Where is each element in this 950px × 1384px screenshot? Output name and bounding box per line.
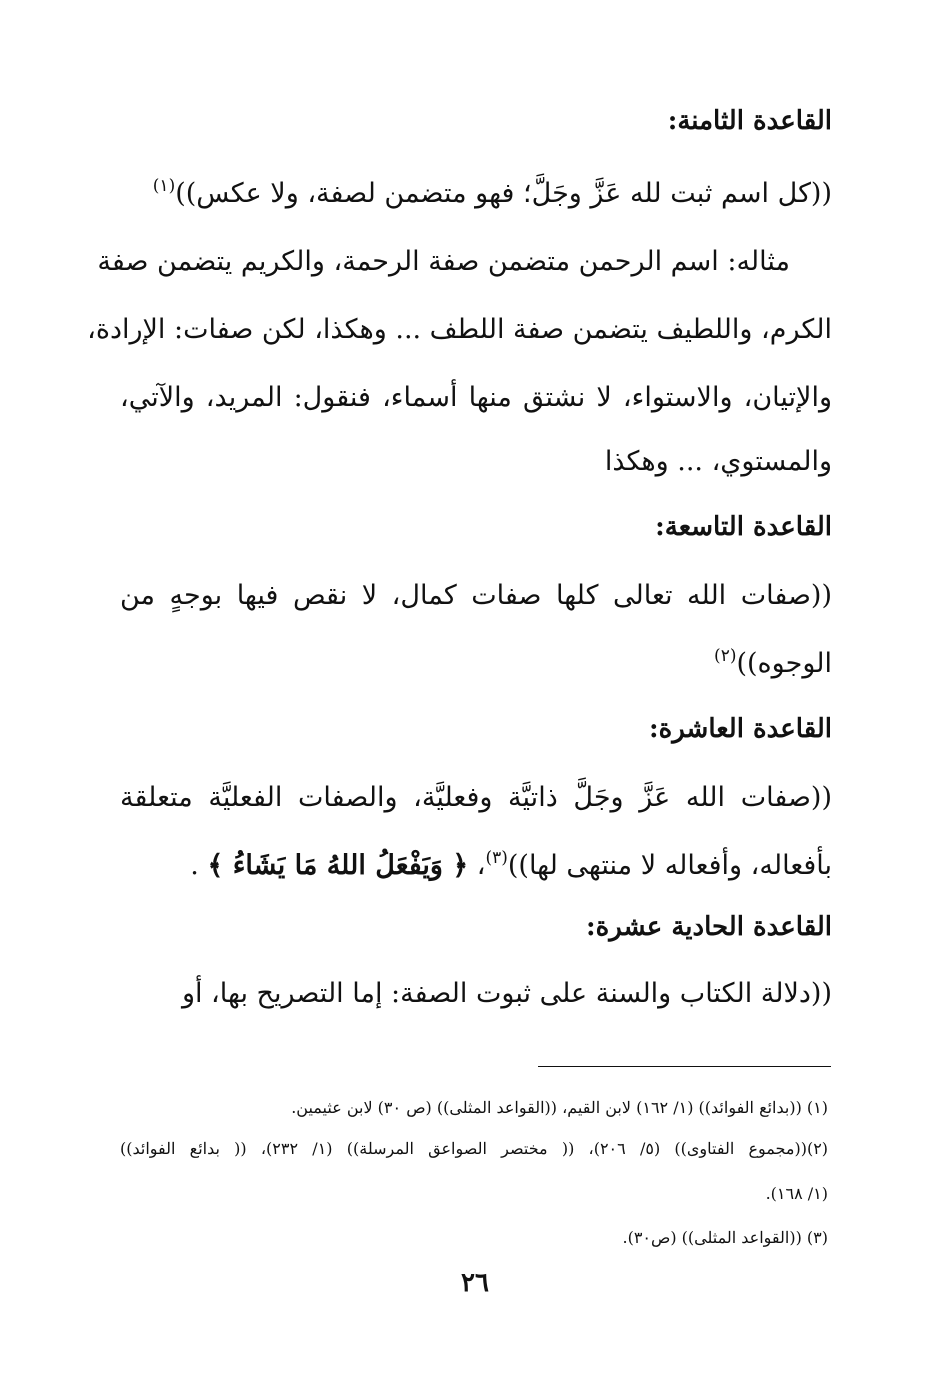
footnote-ref-3: (٣) <box>485 848 508 868</box>
rule9-quote-text: الوجوه)) <box>736 648 832 679</box>
footnote-2-continued: (١/ ١٦٨). <box>765 1184 828 1203</box>
rule8-quote <box>120 178 832 207</box>
rule8-example-line-3: والإتيان، والاستواء، لا نشتق منها أسماء، فنقول: المريد، والآتي، <box>120 382 832 413</box>
footnote-ref-2: (٢) <box>714 646 737 666</box>
page-number: ٢٦ <box>461 1268 489 1298</box>
rule10-line-1: ((صفات الله عَزَّ وجَلَّ ذاتيَّة وفعليَّة، والصفات الفعليَّة متعلقة <box>120 782 832 813</box>
quran-verse: ﴿ وَيَفْعَلُ اللهُ مَا يَشَاءُ ﴾ <box>207 850 469 881</box>
rule9-quote-line-1: ((صفات الله تعالى كلها صفات كمال، لا نقص فيها بوجهٍ من <box>120 580 832 611</box>
rule10-line-2-text: بأفعاله، وأفعاله لا منتهى لها)) <box>507 850 832 881</box>
rule10-heading: القاعدة العاشرة: <box>648 714 832 744</box>
rule10-line-2-end: . <box>190 850 208 881</box>
rule10-separator: ، <box>468 850 486 881</box>
rule8-quote-text: ((كل اسم ثبت لله عَزَّ وجَلَّ؛ فهو متضمن لصفة، ولا عكس)) <box>175 178 832 209</box>
rule9-heading: القاعدة التاسعة: <box>655 512 832 542</box>
rule8-example-line-4: والمستوي، ... وهكذا <box>604 446 832 477</box>
footnote-2: (٢)((مجموع الفتاوى)) (٥/ ٢٠٦)، (( مختصر الصواعق المرسلة)) (١/ ٢٣٢)، (( بدائع الفوائد)) <box>120 1139 829 1158</box>
footnote-ref-1: (١) <box>152 176 176 196</box>
rule10-line-2 <box>120 850 832 879</box>
rule11-line-1: ((دلالة الكتاب والسنة على ثبوت الصفة: إما التصريح بها، أو <box>181 978 832 1009</box>
footnote-3: (٣) ((القواعد المثلى)) (ص٣٠). <box>622 1228 828 1247</box>
rule8-example-line-1: مثاله: اسم الرحمن متضمن صفة الرحمة، والكريم يتضمن صفة <box>97 246 790 277</box>
footnote-divider <box>538 1066 831 1067</box>
rule9-quote-line-2 <box>120 648 832 677</box>
rule11-heading: القاعدة الحادية عشرة: <box>586 912 832 942</box>
rule8-example-line-2: الكرم، واللطيف يتضمن صفة اللطف ... وهكذا، لكن صفات: الإرادة، <box>87 314 832 345</box>
rule8-heading: القاعدة الثامنة: <box>667 106 832 136</box>
footnote-1: (١) ((بدائع الفوائد)) (١/ ١٦٢) لابن القيم، ((القواعد المثلى)) (ص ٣٠) لابن عثيمين. <box>291 1098 828 1117</box>
